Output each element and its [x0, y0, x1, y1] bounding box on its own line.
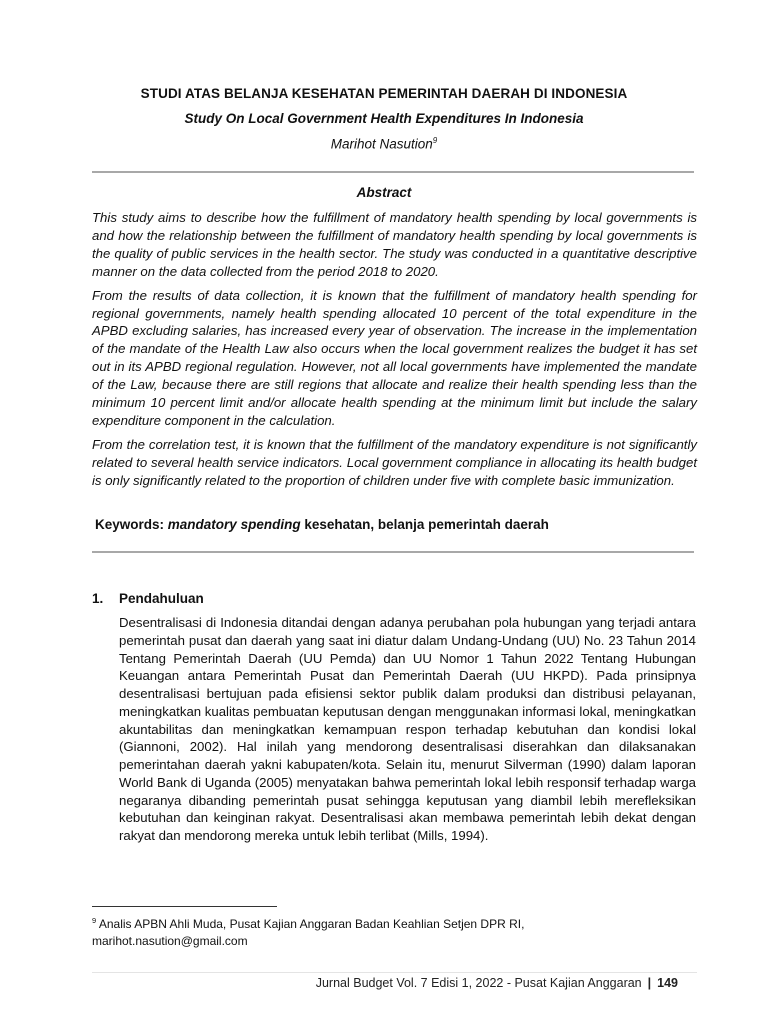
keywords-line	[95, 517, 549, 532]
abstract-paragraph: From the results of data collection, it is known that the fulfillment of mandatory health spending for regional governments, namely health spending allocated 10 percent of the total expenditure in the APBD excluding salaries, has increased every year of observation. The increase in the implementation of the mandate of the Health Law also occurs when the local government realizes the budget it has set out in its APBD regional regulation. However, not all local governments have implemented the mandate of the Law, because there are still regions that allocate and realize their health spending less than the minimum 10 percent limit and/or allocate health spending at the minimum limit but include the salary expenditure component in the calculation.	[92, 287, 697, 428]
paper-title: STUDI ATAS BELANJA KESEHATAN PEMERINTAH DAERAH DI INDONESIA	[140, 86, 628, 101]
footnote-line-1: $^9$ Analis APBN Ahli Muda, Pusat Kajian Anggaran Badan Keahlian Setjen DPR RI,	[92, 916, 525, 931]
author-line	[0, 136, 768, 152]
footnote-mark: 9	[92, 916, 97, 925]
section-title: Pendahuluan	[119, 591, 204, 606]
abstract-body	[92, 209, 697, 496]
footnote	[92, 913, 692, 949]
footer-journal: Jurnal Budget Vol. 7 Edisi 1, 2022 - Pusat Kajian Anggaran	[315, 976, 642, 990]
author-name: Marihot Nasution	[330, 136, 433, 152]
keywords-rest: kesehatan, belanja pemerintah daerah	[304, 517, 549, 532]
footer-separator: |	[647, 976, 652, 990]
bottom-divider	[92, 551, 694, 553]
top-divider	[92, 171, 694, 173]
keywords-italic-term: mandatory spending	[167, 517, 301, 532]
abstract-paragraph: This study aims to describe how the fulfillment of mandatory health spending by local governments is and how the relationship between the fulfillment of mandatory health spending by local governments is the quality of public services in the health sector. The study was conducted in a quantitative descriptive manner on the data collected from the period 2018 to 2020.	[92, 210, 697, 279]
section-heading	[92, 591, 204, 606]
paper-subtitle: Study On Local Government Health Expenditures In Indonesia	[184, 111, 584, 126]
section-body	[119, 614, 696, 845]
footer-divider	[92, 972, 697, 973]
section-paragraph: Desentralisasi di Indonesia ditandai dengan adanya perubahan pola hubungan yang terjadi antara pemerintah pusat dan daerah yang saat ini diatur dalam Undang-Undang (UU) No. 23 Tahun 2014 Tentang Pemerintah Daerah (UU Pemda) dan UU Nomor 1 Tahun 2022 Tentang Hubungan Keuangan antara Pemerintah Pusat dan Pemerintah Daerah (UU HKPD). Pada prinsipnya desentralisasi bertujuan pada efisiensi sektor publik dalam produksi dan distribusi pelayanan, meningkatkan kualitas pembuatan keputusan dengan menggunakan informasi lokal, meningkatkan akuntabilitas dan meningkatkan kemampuan respon terhadap kebutuhan dan kondisi lokal (Giannoni, 2002). Hal inilah yang mendorong desentralisasi diserahkan dan dilaksanakan pemerintahan daerah yakni kabupaten/kota. Selain itu, menurut Silverman (1990) dalam laporan World Bank di Uganda (2005) menyatakan bahwa pemerintah lokal lebih responsif terhadap warga negaranya dibanding pemerintah pusat sehingga keputusan yang diambil lebih merefleksikan kebutuhan dan keinginan rakyat. Desentralisasi akan membawa pemerintah lebih dekat dengan rakyat dan mendorong mereka untuk lebih terlibat (Mills, 1994).	[119, 615, 696, 843]
footnote-email: marihot.nasution@gmail.com	[92, 933, 248, 948]
page-number: 149	[657, 976, 678, 990]
keywords-label: Keywords:	[95, 517, 165, 532]
section-number: 1.	[92, 591, 104, 606]
abstract-heading: Abstract	[356, 185, 412, 200]
page-footer	[316, 976, 678, 990]
author-footnote-mark: 9	[432, 136, 438, 145]
abstract-paragraph: From the correlation test, it is known that the fulfillment of the mandatory expenditure is not significantly related to several health service indicators. Local government compliance in allocating its health budget is only significantly related to the proportion of children under five with complete basic immunization.	[92, 436, 697, 488]
footnote-divider	[92, 906, 277, 907]
